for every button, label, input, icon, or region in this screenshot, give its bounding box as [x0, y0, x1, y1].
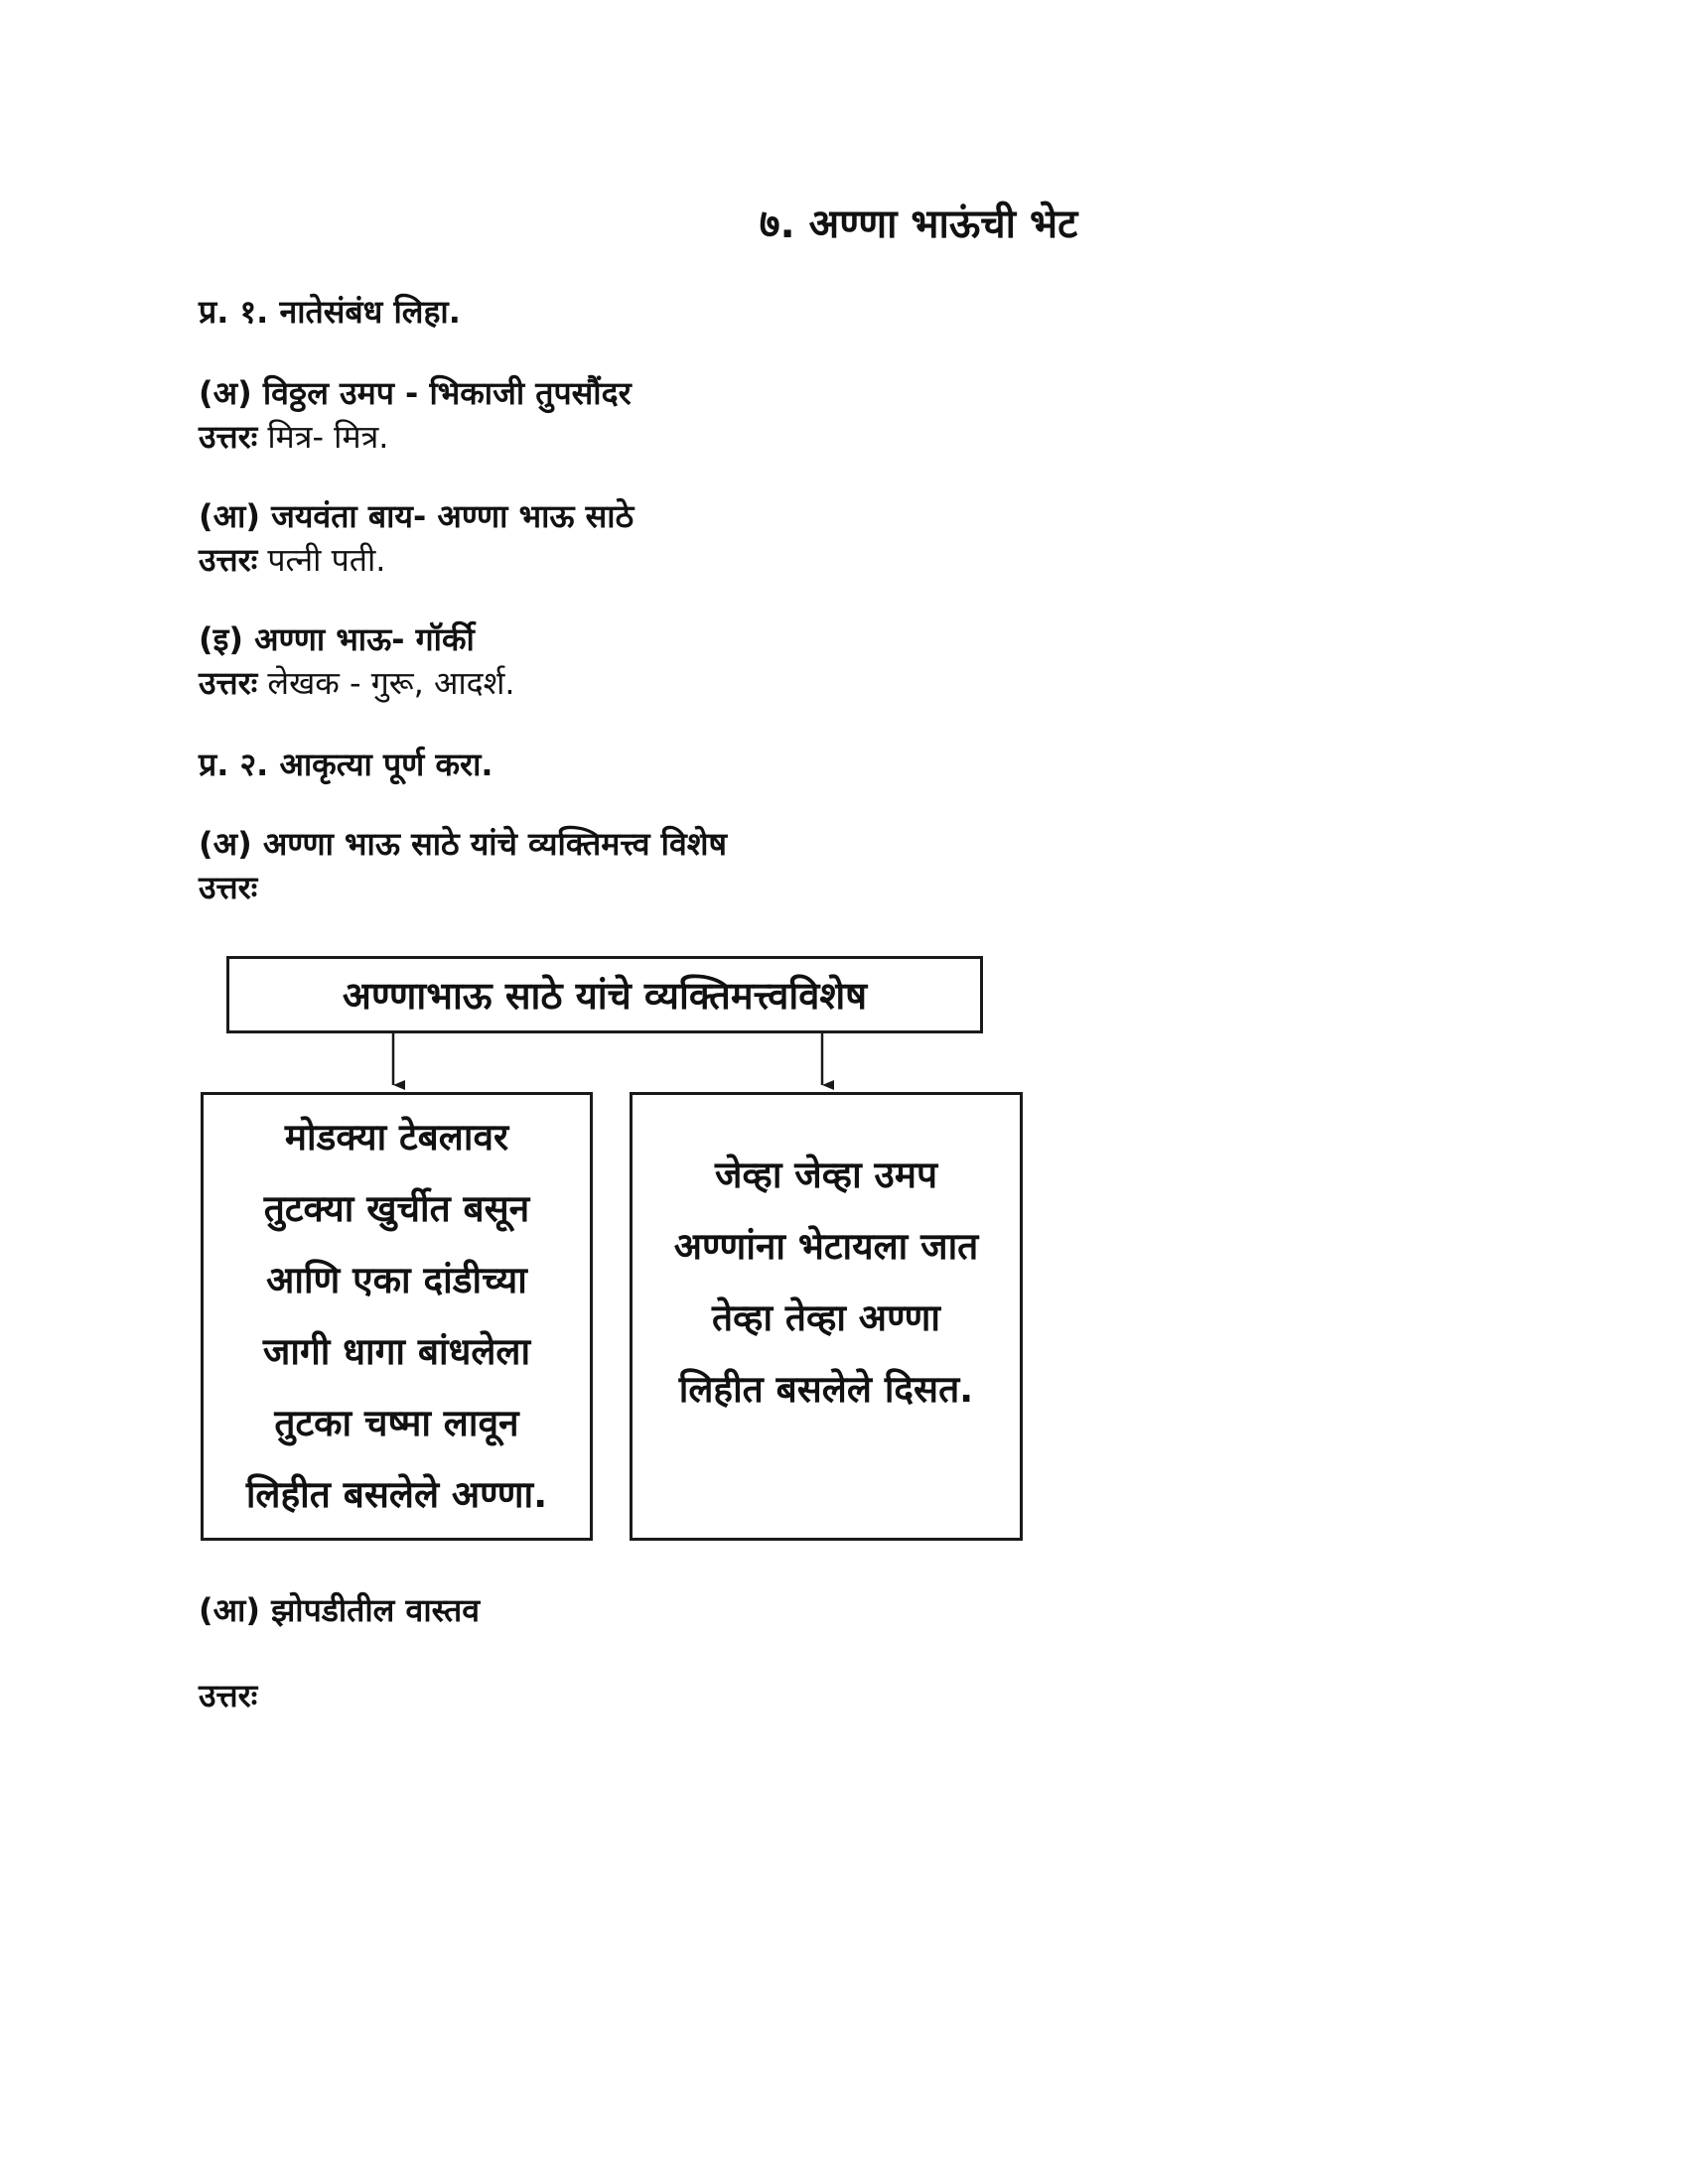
question-1-heading: प्र. १. नातेसंबंध लिहा. — [199, 293, 461, 331]
diagram-left-line: मोडक्या टेबलावर — [284, 1116, 509, 1159]
answer-text: लेखक - गुरू, आदर्श. — [267, 664, 515, 702]
q2-item-b-answer-label: उत्तरः — [199, 1677, 258, 1714]
question-2-heading: प्र. २. आकृत्या पूर्ण करा. — [199, 746, 493, 783]
diagram-left-line: जागी धागा बांधलेला — [262, 1330, 531, 1373]
page-title: ७. अण्णा भाऊंची भेट — [759, 202, 1078, 247]
q1-item-c-answer — [199, 661, 515, 704]
diagram-left-line: आणि एका दांडीच्या — [266, 1259, 527, 1301]
q1-item-b-question: (आ) जयवंता बाय- अण्णा भाऊ साठे — [199, 497, 634, 535]
diagram-left-line: तुटका चष्मा लावून — [274, 1402, 519, 1444]
answer-label: उत्तरः — [199, 541, 258, 579]
diagram-right-line: तेव्हा तेव्हा अण्णा — [712, 1297, 940, 1339]
q1-item-b-answer — [199, 538, 385, 581]
q1-item-a-answer — [199, 415, 388, 458]
diagram-right-line: जेव्हा जेव्हा उमप — [715, 1154, 937, 1196]
personality-diagram — [199, 948, 1033, 1544]
q1-item-c-question: (इ) अण्णा भाऊ- गॉर्की — [199, 620, 475, 658]
answer-label: उत्तरः — [199, 664, 258, 702]
q2-item-a-answer-label: उत्तरः — [199, 869, 258, 906]
answer-text: मित्र- मित्र. — [267, 418, 389, 456]
diagram-left-line: तुटक्या खुर्चीत बसून — [263, 1187, 530, 1230]
answer-text: पत्नी पती. — [267, 541, 386, 579]
q2-item-b-question: (आ) झोपडीतील वास्तव — [199, 1591, 481, 1629]
diagram-right-box — [630, 1092, 1023, 1541]
diagram-top-box: अण्णाभाऊ साठे यांचे व्यक्तिमत्त्वविशेष — [226, 956, 983, 1033]
diagram-left-box — [201, 1092, 593, 1541]
diagram-right-line: अण्णांना भेटायला जात — [673, 1225, 979, 1268]
q2-item-a-question: (अ) अण्णा भाऊ साठे यांचे व्यक्तिमत्त्व विशेष — [199, 825, 727, 863]
answer-label: उत्तरः — [199, 418, 258, 456]
q1-item-a-question: (अ) विठ्ठल उमप - भिकाजी तुपसौंदर — [199, 374, 632, 412]
diagram-right-line: लिहीत बसलेले दिसत. — [678, 1368, 974, 1411]
diagram-left-line: लिहीत बसलेले अण्णा. — [245, 1473, 548, 1516]
